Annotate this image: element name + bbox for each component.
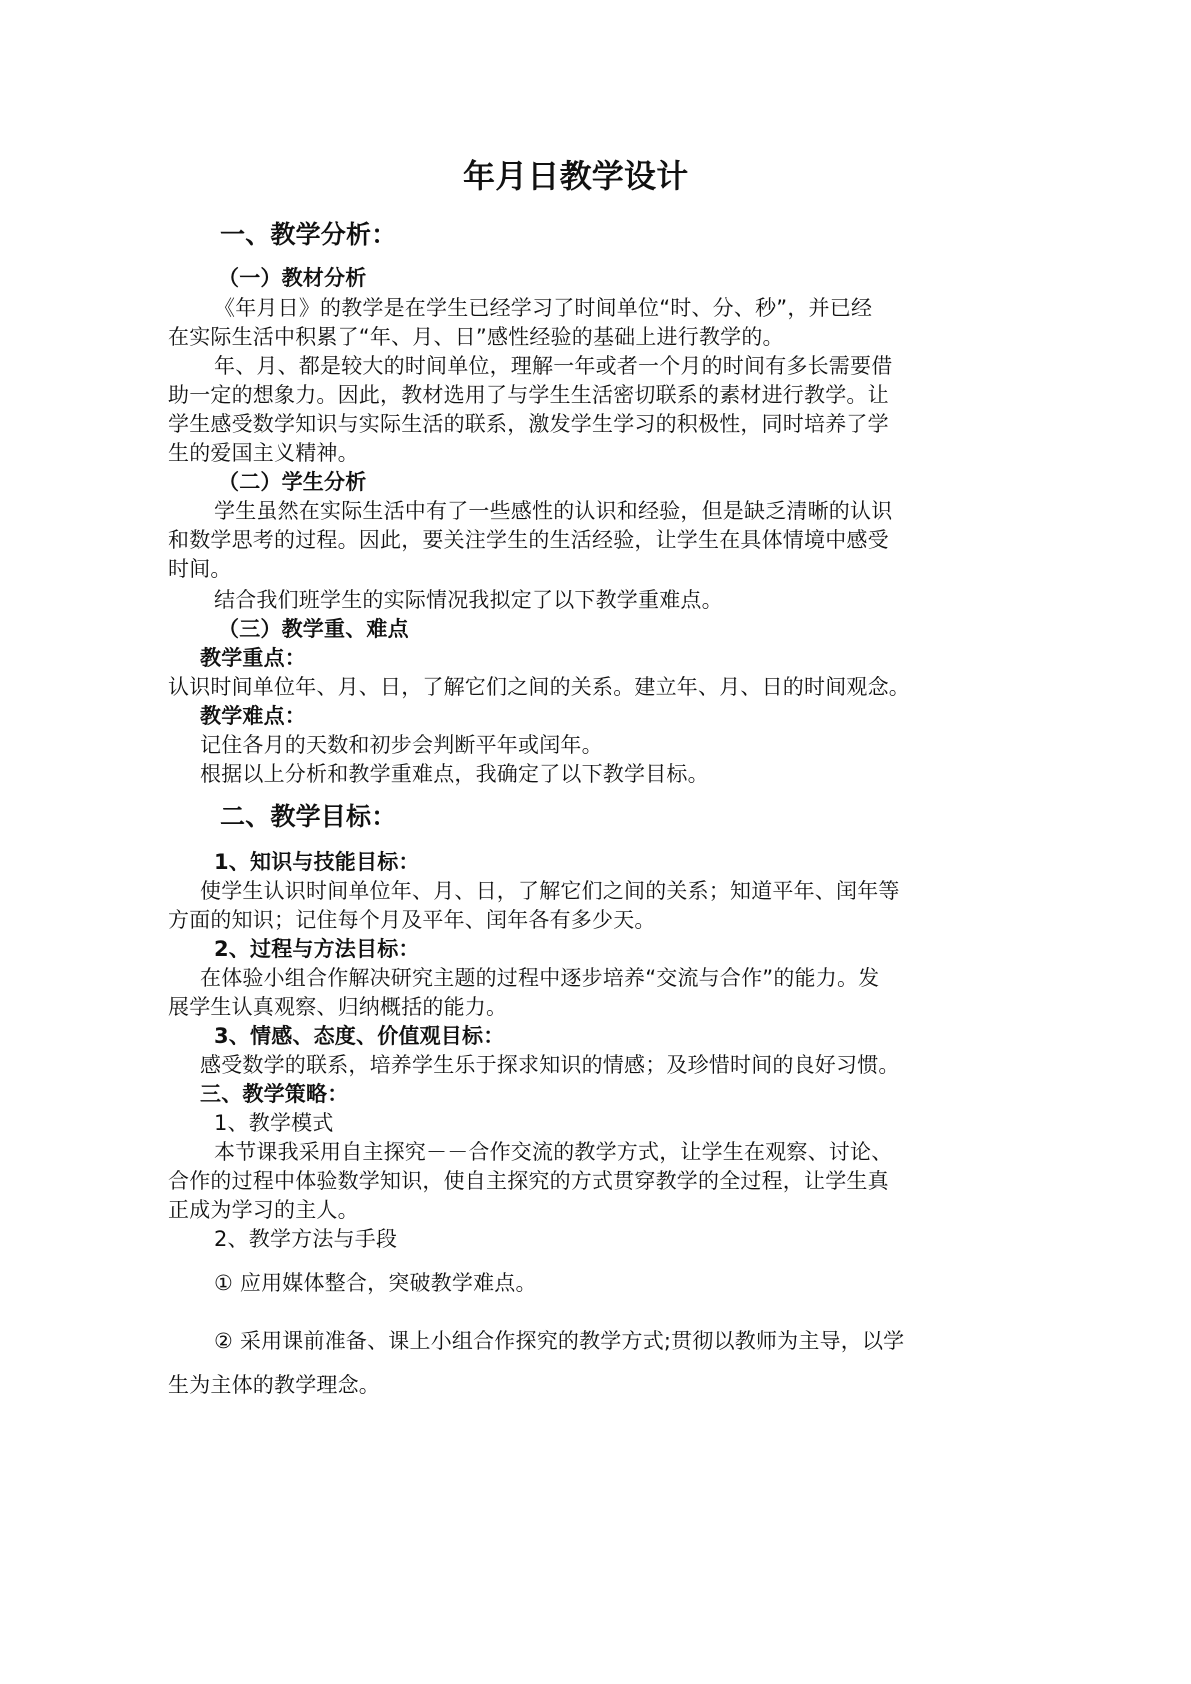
paragraph-line: 助一定的想象力。因此，教材选用了与学生生活密切联系的素材进行教学。让 xyxy=(168,383,889,407)
subheading-material: （一）教材分析 xyxy=(218,266,367,290)
goal-label-knowledge: 1、知识与技能目标： xyxy=(214,850,420,874)
paragraph-line: 根据以上分析和教学重难点，我确定了以下教学目标。 xyxy=(200,762,709,786)
page-title: 年月日教学设计 xyxy=(463,157,689,195)
paragraph-line: 正成为学习的主人。 xyxy=(168,1198,359,1222)
subheading-students: （二）学生分析 xyxy=(218,470,367,494)
goal-label-emotion: 3、情感、态度、价值观目标： xyxy=(214,1024,505,1048)
method-item-1: ① 应用媒体整合，突破教学难点。 xyxy=(214,1271,537,1295)
key-point-text: 认识时间单位年、月、日，了解它们之间的关系。建立年、月、日的时间观念。 xyxy=(168,675,910,699)
key-point-label: 教学重点： xyxy=(200,646,306,670)
subheading-key-difficult: （三）教学重、难点 xyxy=(218,617,409,641)
difficult-point-label: 教学难点： xyxy=(200,704,306,728)
difficult-point-text: 记住各月的天数和初步会判断平年或闰年。 xyxy=(200,733,603,757)
section-heading-goals: 二、教学目标： xyxy=(220,802,397,831)
paragraph-line: 使学生认识时间单位年、月、日，了解它们之间的关系；知道平年、闰年等 xyxy=(200,879,900,903)
method-item-2: ② 采用课前准备、课上小组合作探究的教学方式;贯彻以教师为主导，以学 xyxy=(214,1329,905,1353)
paragraph-line: 《年月日》的教学是在学生已经学习了时间单位“时、分、秒”，并已经 xyxy=(214,296,873,320)
paragraph-line: 展学生认真观察、归纳概括的能力。 xyxy=(168,995,508,1019)
paragraph-line: 时间。 xyxy=(168,557,232,581)
strategy-label-method: 2、教学方法与手段 xyxy=(214,1227,398,1251)
section-heading-strategy: 三、教学策略： xyxy=(200,1082,349,1106)
paragraph-line: 合作的过程中体验数学知识，使自主探究的方式贯穿教学的全过程，让学生真 xyxy=(168,1169,889,1193)
paragraph-line: 生的爱国主义精神。 xyxy=(168,441,359,465)
goal-label-process: 2、过程与方法目标： xyxy=(214,937,420,961)
paragraph-line: 年、月、都是较大的时间单位，理解一年或者一个月的时间有多长需要借 xyxy=(214,354,893,378)
paragraph-line: 学生虽然在实际生活中有了一些感性的认识和经验，但是缺乏清晰的认识 xyxy=(214,499,893,523)
paragraph-line: 在体验小组合作解决研究主题的过程中逐步培养“交流与合作”的能力。发 xyxy=(200,966,880,990)
strategy-label-mode: 1、教学模式 xyxy=(214,1111,334,1135)
paragraph-line: 在实际生活中积累了“年、月、日”感性经验的基础上进行教学的。 xyxy=(168,325,784,349)
paragraph-line: 生为主体的教学理念。 xyxy=(168,1373,380,1397)
paragraph-line: 学生感受数学知识与实际生活的联系，激发学生学习的积极性，同时培养了学 xyxy=(168,412,889,436)
paragraph-line: 感受数学的联系，培养学生乐于探求知识的情感；及珍惜时间的良好习惯。 xyxy=(200,1053,900,1077)
paragraph-line: 和数学思考的过程。因此，要关注学生的生活经验，让学生在具体情境中感受 xyxy=(168,528,889,552)
paragraph-line: 方面的知识；记住每个月及平年、闰年各有多少天。 xyxy=(168,908,656,932)
paragraph-line: 结合我们班学生的实际情况我拟定了以下教学重难点。 xyxy=(214,588,723,612)
paragraph-line: 本节课我采用自主探究－－合作交流的教学方式，让学生在观察、讨论、 xyxy=(214,1140,893,1164)
section-heading-analysis: 一、教学分析： xyxy=(220,220,397,249)
